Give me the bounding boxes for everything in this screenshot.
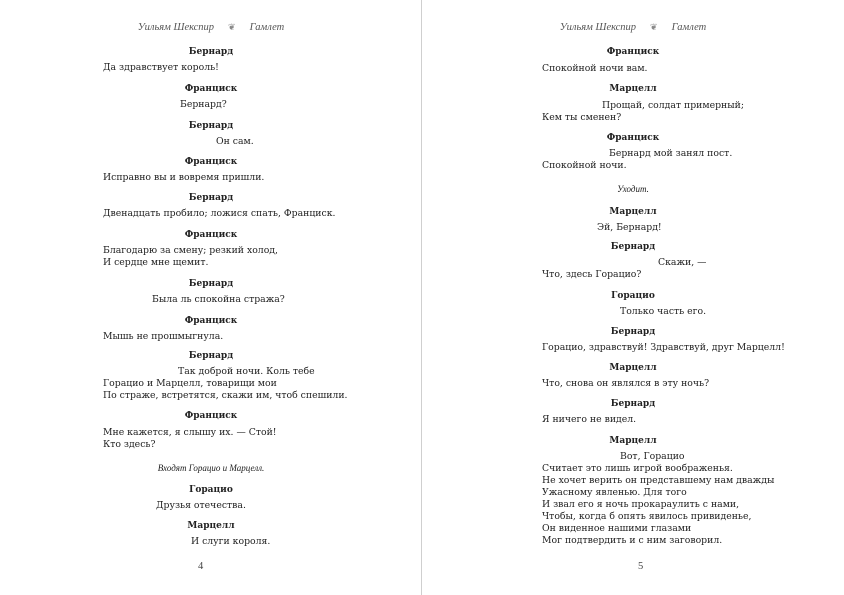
verse-line: Прощай, солдат примерный; bbox=[602, 100, 744, 111]
speaker-name: Франциск bbox=[184, 411, 238, 421]
verse-line: Мне кажется, я слышу их. — Стой! bbox=[103, 427, 277, 438]
speaker-name: Горацио bbox=[611, 291, 655, 301]
verse-line: Эй, Бернард! bbox=[597, 222, 662, 233]
verse-line: Я ничего не видел. bbox=[542, 414, 637, 425]
header-author: Уильям Шекспир bbox=[559, 22, 637, 33]
verse-line: Была ль спокойна стража? bbox=[152, 294, 285, 305]
speaker-name: Марцелл bbox=[609, 436, 657, 446]
stage-direction: Входят Горацио и Марцелл. bbox=[157, 463, 265, 473]
verse-line: Кем ты сменен? bbox=[542, 112, 622, 123]
speaker-name: Бернард bbox=[610, 327, 656, 337]
verse-line: По страже, встретятся, скажи им, чтоб спешили. bbox=[103, 390, 348, 401]
speaker-name: Франциск bbox=[606, 47, 660, 57]
verse-line: Он сам. bbox=[216, 136, 254, 147]
speaker-name: Бернард bbox=[188, 351, 234, 361]
page-number: 4 bbox=[198, 561, 204, 572]
speaker-name: Франциск bbox=[184, 230, 238, 240]
speaker-name: Марцелл bbox=[187, 521, 235, 531]
verse-line: Только часть его. bbox=[620, 306, 707, 317]
verse-line: Что, здесь Горацио? bbox=[542, 269, 642, 280]
speaker-name: Бернард bbox=[188, 279, 234, 289]
ornament-icon: ❦ bbox=[650, 22, 658, 32]
ornament-icon: ❦ bbox=[228, 22, 236, 32]
verse-line: Спокойной ночи вам. bbox=[542, 63, 648, 74]
verse-line: Ужасному явленью. Для того bbox=[542, 487, 687, 498]
speaker-name: Франциск bbox=[184, 84, 238, 94]
header-author: Уильям Шекспир bbox=[137, 22, 215, 33]
verse-line: Друзья отечества. bbox=[156, 500, 246, 511]
header-title: Гамлет bbox=[249, 22, 285, 33]
speaker-name: Марцелл bbox=[609, 363, 657, 373]
verse-line: Бернард? bbox=[180, 99, 227, 110]
verse-line: Он виденное нашими глазами bbox=[542, 523, 692, 534]
speaker-name: Франциск bbox=[184, 316, 238, 326]
speaker-name: Марцелл bbox=[609, 207, 657, 217]
verse-line: Исправно вы и вовремя пришли. bbox=[103, 172, 265, 183]
verse-line: Горацио, здравствуй! Здравствуй, друг Марцелл! bbox=[542, 342, 785, 353]
verse-line: Что, снова он являлся в эту ночь? bbox=[542, 378, 710, 389]
speaker-name: Горацио bbox=[189, 485, 233, 495]
stage-direction: Уходит. bbox=[617, 184, 649, 194]
verse-line: И звал его я ночь прокараулить с нами, bbox=[542, 499, 740, 510]
page-number: 5 bbox=[638, 561, 644, 572]
speaker-name: Марцелл bbox=[609, 84, 657, 94]
speaker-name: Бернард bbox=[188, 121, 234, 131]
verse-line: Бернард мой занял пост. bbox=[609, 148, 733, 159]
running-header bbox=[422, 22, 844, 33]
verse-line: Кто здесь? bbox=[103, 439, 156, 450]
verse-line: Мышь не прошмыгнула. bbox=[103, 331, 224, 342]
right-page bbox=[422, 0, 844, 595]
verse-line: Чтобы, когда б опять явилось привиденье, bbox=[542, 511, 752, 522]
speaker-name: Бернард bbox=[188, 47, 234, 57]
header-title: Гамлет bbox=[671, 22, 707, 33]
speaker-name: Франциск bbox=[606, 133, 660, 143]
speaker-name: Бернард bbox=[188, 193, 234, 203]
verse-line: Двенадцать пробило; ложися спать, Франциск. bbox=[103, 208, 336, 219]
verse-line: Так доброй ночи. Коль тебе bbox=[178, 366, 315, 377]
verse-line: Считает это лишь игрой воображенья. bbox=[542, 463, 733, 474]
verse-line: Да здравствует король! bbox=[103, 62, 219, 73]
speaker-name: Бернард bbox=[610, 399, 656, 409]
verse-line: Мог подтвердить и с ним заговорил. bbox=[542, 535, 723, 546]
running-header bbox=[0, 22, 422, 33]
speaker-name: Франциск bbox=[184, 157, 238, 167]
verse-line: Спокойной ночи. bbox=[542, 160, 627, 171]
verse-line: Вот, Горацио bbox=[620, 451, 685, 462]
speaker-name: Бернард bbox=[610, 242, 656, 252]
verse-line: Благодарю за смену; резкий холод, bbox=[103, 245, 278, 256]
verse-line: Не хочет верить он представшему нам дважды bbox=[542, 475, 775, 486]
verse-line: Скажи, — bbox=[658, 257, 707, 268]
verse-line: И слуги короля. bbox=[191, 536, 271, 547]
verse-line: И сердце мне щемит. bbox=[103, 257, 209, 268]
verse-line: Горацио и Марцелл, товарищи мои bbox=[103, 378, 277, 389]
